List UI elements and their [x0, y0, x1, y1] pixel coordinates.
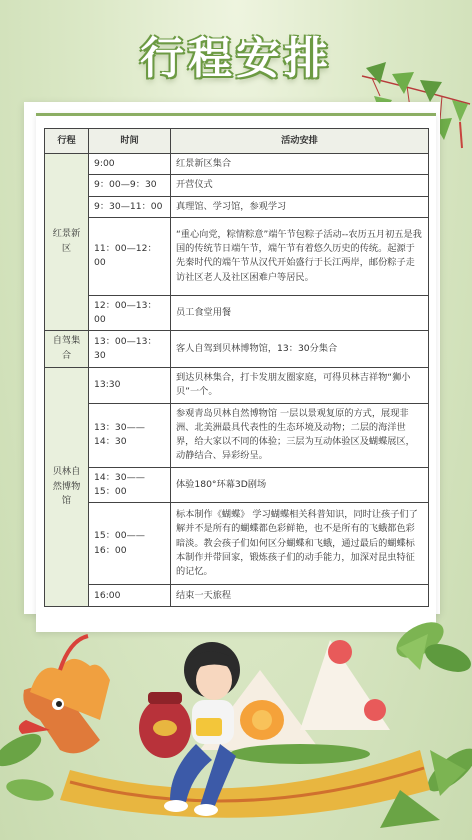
itinerary-card [36, 113, 436, 632]
time-cell: 13：30——14：30 [89, 403, 171, 467]
page-title: 行程安排 [140, 33, 332, 84]
time-cell: 9：30—11：00 [89, 196, 171, 217]
table-row [45, 467, 429, 503]
time-cell: 13：00—13：30 [89, 331, 171, 367]
table-row [45, 367, 429, 403]
table-row [45, 403, 429, 467]
time-cell: 16:00 [89, 585, 171, 607]
activity-cell: 员工食堂用餐 [171, 295, 429, 331]
itinerary-table [44, 128, 429, 607]
activity-cell: 到达贝林集合，打卡发朋友圈家庭，可得贝林吉祥物“狮小贝”一个。 [171, 367, 429, 403]
activity-cell: 标本制作《蝴蝶》 学习蝴蝶相关科普知识，同时让孩子们了解并不是所有的蝴蝶都色彩鲜艳，也不是所有的飞蛾都色彩暗淡。教会孩子们如何区分蝴蝶和飞蛾，通过最后的蝴蝶标本制作并带回家，锻炼孩子们的动手能力，加深对昆虫特征的记忆。 [171, 503, 429, 585]
table-row [45, 331, 429, 367]
table-row [45, 217, 429, 295]
table-header-row [45, 129, 429, 154]
header-itinerary: 行程 [45, 129, 89, 154]
table-row [45, 175, 429, 196]
table-row [45, 154, 429, 175]
table-row [45, 196, 429, 217]
table-row [45, 503, 429, 585]
jar-icon [139, 692, 191, 758]
location-cell: 贝林自然博物馆 [45, 367, 89, 607]
time-cell: 15：00——16：00 [89, 503, 171, 585]
table-row [45, 295, 429, 331]
activity-cell: 真理馆、学习馆，参观学习 [171, 196, 429, 217]
time-cell: 9:00 [89, 154, 171, 175]
activity-cell: 客人自驾到贝林博物馆，13：30分集合 [171, 331, 429, 367]
time-cell: 12：00—13：00 [89, 295, 171, 331]
activity-cell: 开营仪式 [171, 175, 429, 196]
dragon-boat-scene [0, 600, 472, 840]
time-cell: 11：00—12：00 [89, 217, 171, 295]
activity-cell: 参观青岛贝林自然博物馆 一层以景观复原的方式，展现非洲、北美洲最具代表性的生态环境及动物；二层的海洋世界，给大家以不同的体验；三层为互动体验区及蝴蝶展区，动静结合、异彩纷呈。 [171, 403, 429, 467]
activity-cell: 结束一天旅程 [171, 585, 429, 607]
location-cell: 红景新区 [45, 154, 89, 331]
location-cell: 自驾集合 [45, 331, 89, 367]
time-cell: 13:30 [89, 367, 171, 403]
header-activity: 活动安排 [171, 129, 429, 154]
time-cell: 9：00—9：30 [89, 175, 171, 196]
activity-cell: 体验180°环幕3D剧场 [171, 467, 429, 503]
time-cell: 14：30——15：00 [89, 467, 171, 503]
header-time: 时间 [89, 129, 171, 154]
activity-cell: 红景新区集合 [171, 154, 429, 175]
activity-cell: “重心向党，粽情粽意”端午节包粽子活动--农历五月初五是我国的传统节日端午节，端午节有着悠久历史的传统。起源于先秦时代的端午节从汉代开始盛行于长江两岸，邮份粽子走访社区老人及社区困难户等居民。 [171, 217, 429, 295]
